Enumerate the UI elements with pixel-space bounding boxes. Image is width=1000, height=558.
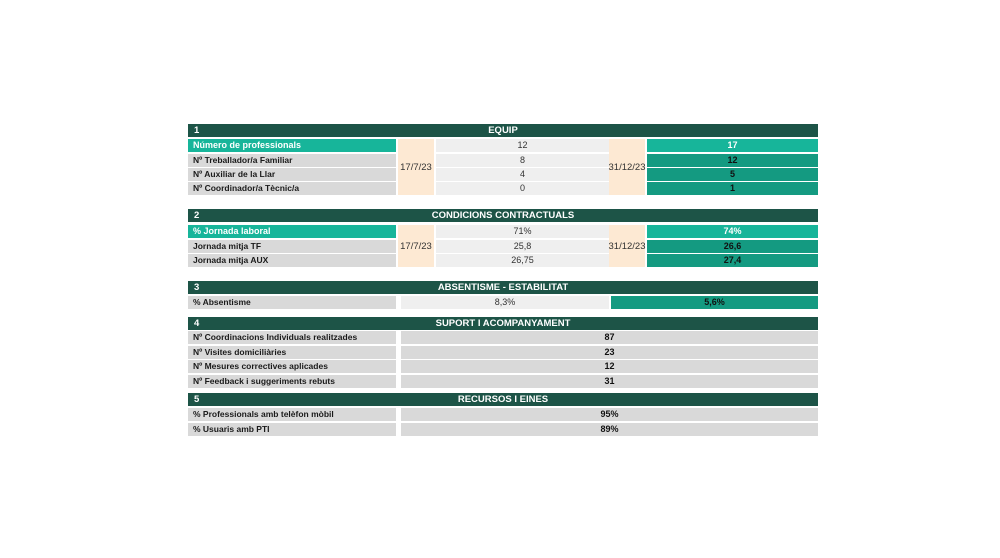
date-start: 17/7/23 [398,225,434,267]
row-label: % Absentisme [188,296,396,309]
section-number: 1 [194,125,200,136]
section-title: ABSENTISME - ESTABILITAT [437,282,569,293]
section-header-absentisme [188,281,818,294]
section-header-equip [188,124,818,137]
value-before: 8 [436,154,609,167]
section-number: 5 [194,394,200,405]
row-label: Número de professionals [188,139,396,152]
value-before: 12 [436,139,609,152]
row-value: 23 [401,346,818,359]
row-label: Nº Visites domiciliàries [188,346,396,359]
value-after: 74% [647,225,818,238]
section-number: 3 [194,282,200,293]
date-end: 31/12/23 [609,139,645,195]
section-number: 2 [194,210,200,221]
value-after: 27,4 [647,254,818,267]
section-title: CONDICIONS CONTRACTUALS [431,210,575,221]
row-value: 95% [401,408,818,421]
row-value: 12 [401,360,818,373]
row-value: 31 [401,375,818,388]
value-before: 4 [436,168,609,181]
section-header-recursos [188,393,818,406]
value-after: 26,6 [647,240,818,253]
row-label: Nº Treballador/a Familiar [188,154,396,167]
row-label: % Jornada laboral [188,225,396,238]
row-label: Nº Auxiliar de la Llar [188,168,396,181]
value-after: 1 [647,182,818,195]
row-label: % Professionals amb telèfon mòbil [188,408,396,421]
row-label: Nº Feedback i suggeriments rebuts [188,375,396,388]
section-title: EQUIP [488,125,518,136]
section-header-suport [188,317,818,330]
section-title: SUPORT I ACOMPANYAMENT [435,318,571,329]
value-before: 71% [436,225,609,238]
section-number: 4 [194,318,200,329]
value-after: 5 [647,168,818,181]
value-before: 25,8 [436,240,609,253]
section-title: RECURSOS I EINES [457,394,549,405]
row-label: Jornada mitja TF [188,240,396,253]
row-value: 87 [401,331,818,344]
value-after: 5,6% [611,296,818,309]
value-after: 12 [647,154,818,167]
date-end: 31/12/23 [609,225,645,267]
row-label: Nº Coordinacions Individuals realitzades [188,331,396,344]
value-after: 17 [647,139,818,152]
value-before: 8,3% [401,296,609,309]
row-label: Jornada mitja AUX [188,254,396,267]
section-header-condicions [188,209,818,222]
row-label: Nº Mesures correctives aplicades [188,360,396,373]
value-before: 0 [436,182,609,195]
row-value: 89% [401,423,818,436]
row-label: % Usuaris amb PTI [188,423,396,436]
value-before: 26,75 [436,254,609,267]
row-label: Nº Coordinador/a Tècnic/a [188,182,396,195]
date-start: 17/7/23 [398,139,434,195]
